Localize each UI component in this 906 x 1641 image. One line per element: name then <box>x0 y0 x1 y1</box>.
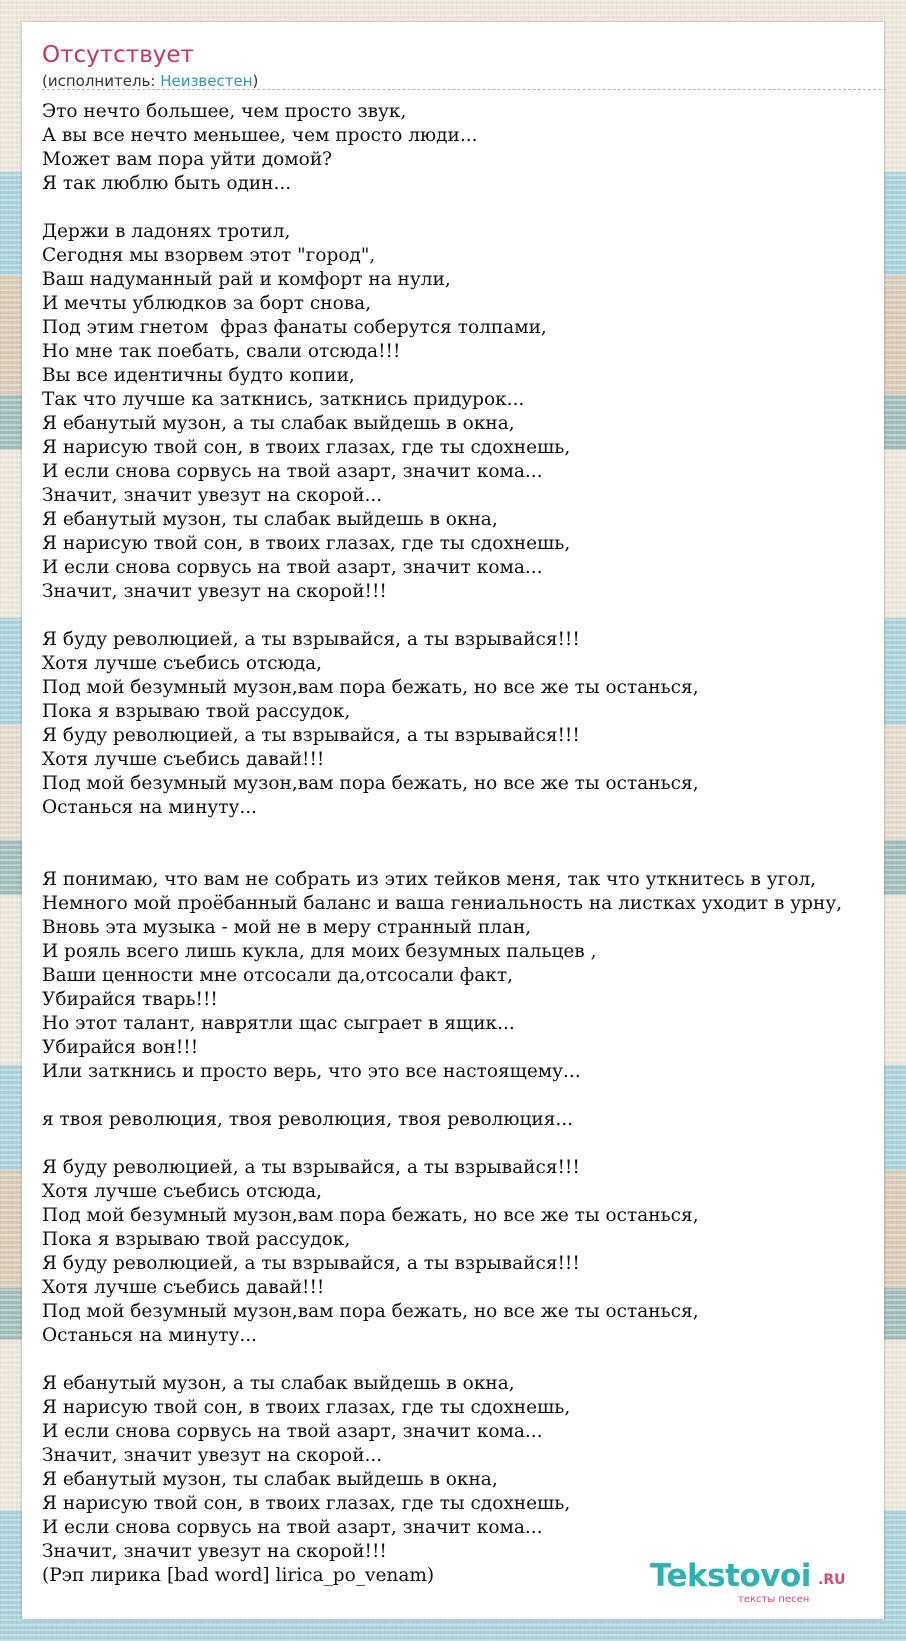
logo-brand: Tekstovoi <box>650 1558 811 1594</box>
logo-tagline: тексты песен <box>738 1594 810 1605</box>
artist-link[interactable]: Неизвестен <box>160 72 253 90</box>
logo-tld: .RU <box>818 1572 846 1588</box>
artist-prefix: (исполнитель: <box>42 72 161 90</box>
lyrics-text: Это нечто большее, чем просто звук, А вы все нечто меньшее, чем просто люди... Может вам пора уйти домой? Я так люблю быть один... Держи в ладонях тротил, Сегодня мы взорвем этот "город", Ваш надуманный рай и комфорт на нули, И мечты ублюдков за борт снова, Под этим гнетом фраз фанаты соберутся толпами, Но мне так поебать, свали отсюда!!! Вы все идентичны будто копии, Так что лучше ка заткнись, заткнись придурок... Я ебанутый музон, а ты слабак выйдешь в окна, Я нарисую твой сон, в твоих глазах, где ты сдохнешь, И если снова сорвусь на твой азарт, значит кома... Значит, значит увезут на скорой... Я ебанутый музон, ты слабак выйдешь в окна, Я нарисую твой сон, в твоих глазах, где ты сдохнешь, И если снова сорвусь на твой азарт, значит кома... Значит, значит увезут на скорой!!! Я буду революцией, а ты взрывайся, а ты взрывайся!!! Хотя лучше съебись отсюда, Под мой безумный музон,вам пора бежать, но все же ты останься, Пока я взрываю твой рассудок, Я буду революцией, а ты взрывайся, а ты взрывайся!!! Хотя лучше съебись давай!!! Под мой безумный музон,вам пора бежать, но все же ты останься, Останься на минуту... Я понимаю, что вам не собрать из этих тейков меня, так что уткнитесь в угол, Немного мой проёбанный баланс и ваша гениальность на листках уходит в урну, Вновь эта музыка - мой не в меру странный план, И рояль всего лишь кукла, для моих безумных пальцев , Ваши ценности мне отсосали да,отсосали факт, Убирайся тварь!!! Но этот талант, наврятли щас сыграет в ящик... Убирайся вон!!! Или заткнись и просто верь, что это все настоящему... я твоя революция, твоя революция, твоя революция... Я буду революцией, а ты взрывайся, а ты взрывайся!!! Хотя лучше съебись отсюда, Под мой безумный музон,вам пора бежать, но все же ты останься, Пока я взрываю твой рассудок, Я буду революцией, а ты взрывайся, а ты взрывайся!!! Хотя лучше съебись давай!!! Под мой безумный музон,вам пора бежать, но все же ты останься, Останься на минуту... Я ебанутый музон, а ты слабак выйдешь в окна, Я нарисую твой сон, в твоих глазах, где ты сдохнешь, И если снова сорвусь на твой азарт, значит кома... Значит, значит увезут на скорой... Я ебанутый музон, ты слабак выйдешь в окна, Я нарисую твой сон, в твоих глазах, где ты сдохнешь, И если снова сорвусь на твой азарт, значит кома... Значит, значит увезут на скорой!!! (Рэп лирика [bad word] lirica_po_venam) <box>42 101 843 1586</box>
lyrics-card <box>22 22 884 1619</box>
artist-suffix: ) <box>252 72 259 90</box>
song-title: Отсутствует <box>42 42 194 68</box>
title-divider <box>42 89 886 90</box>
site-logo[interactable] <box>650 1558 900 1606</box>
artist-line <box>42 72 258 90</box>
